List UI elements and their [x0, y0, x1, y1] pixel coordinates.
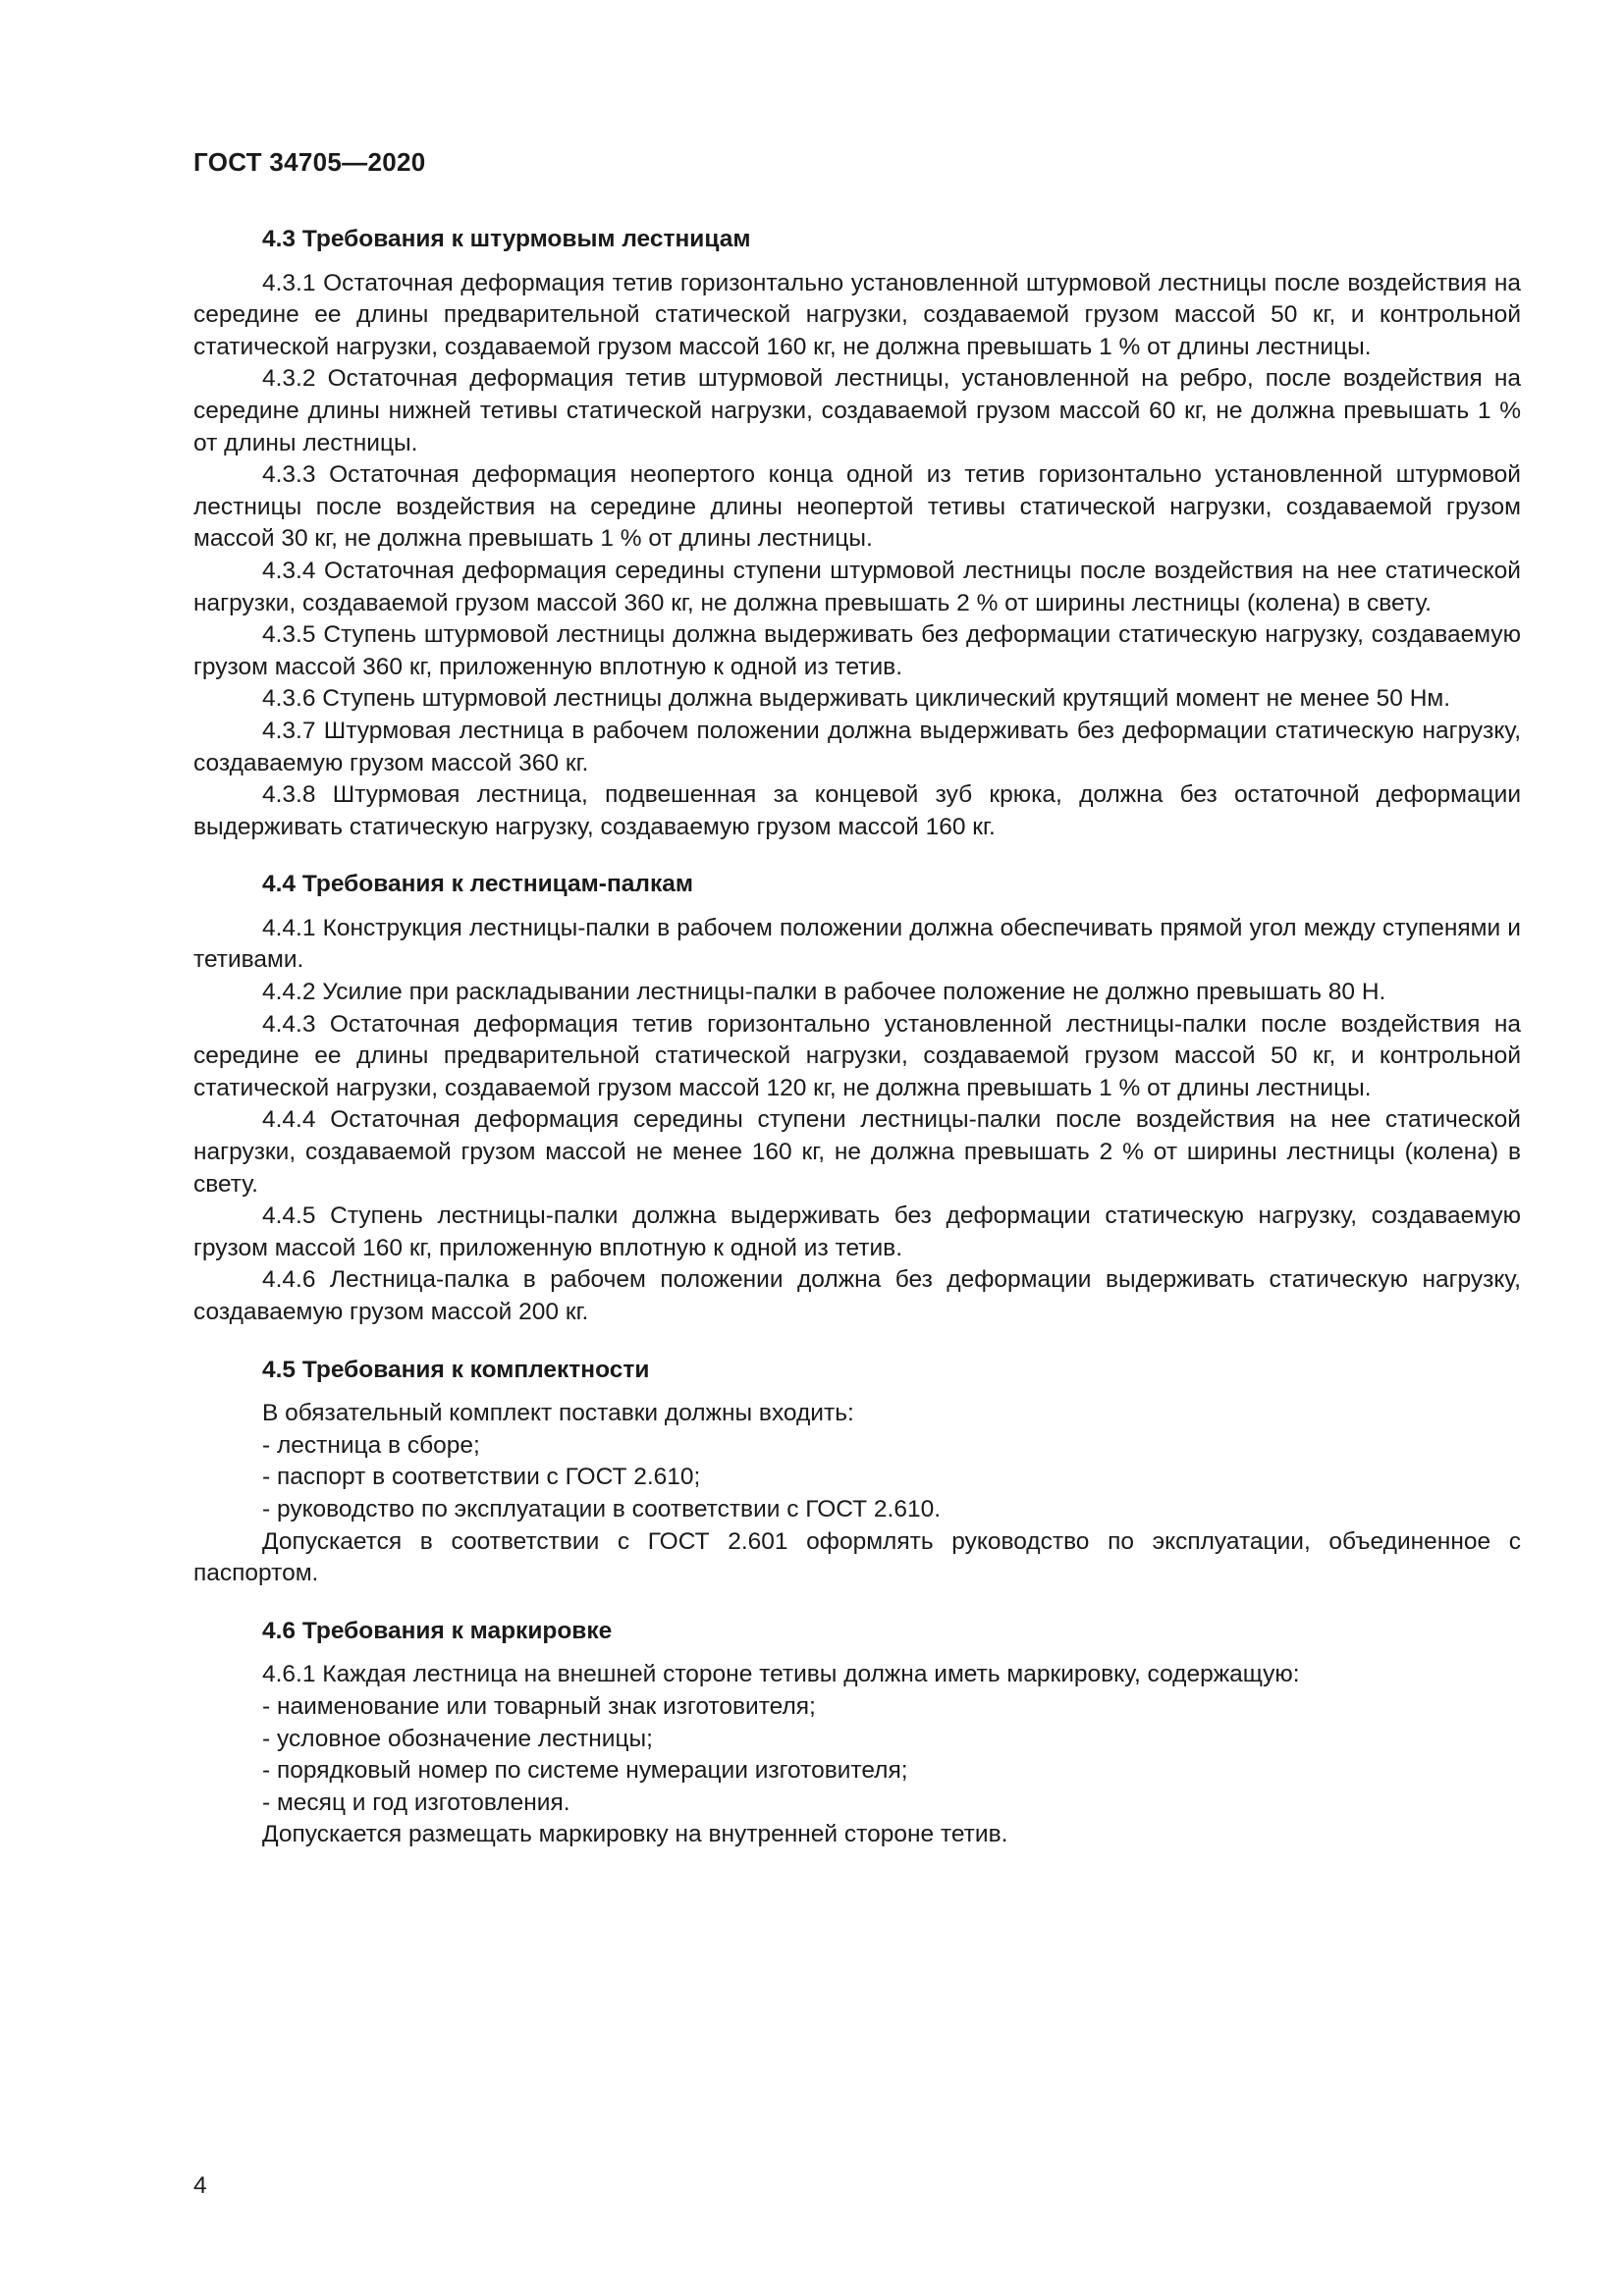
section-4-4	[193, 869, 1521, 1328]
list-item: - условное обозначение лестницы;	[262, 1725, 653, 1752]
clause-4-4-6: 4.4.6 Лестница-палка в рабочем положении должна без деформации выдерживать статическую нагрузку, создаваемую грузом массой 200 кг.	[193, 1266, 1521, 1325]
clause-4-3-6: 4.3.6 Ступень штурмовой лестницы должна выдерживать циклический крутящий момент не менее 50 Нм.	[262, 685, 1451, 713]
section-heading: 4.6 Требования к маркировке	[262, 1617, 613, 1644]
clause-4-3-4: 4.3.4 Остаточная деформация середины ступени штурмовой лестницы после воздействия на нее статической нагрузки, создаваемой грузом массой 360 кг, не должна превышать 2 % от ширины лестницы (колена) в свету.	[193, 557, 1521, 616]
section-heading: 4.3 Требования к штурмовым лестницам	[262, 226, 751, 252]
clause-4-3-5: 4.3.5 Ступень штурмовой лестницы должна выдерживать без деформации статическую нагрузку, создаваемую грузом массой 360 кг, приложенную вплотную к одной из тетив.	[193, 621, 1521, 680]
clause-4-3-8: 4.3.8 Штурмовая лестница, подвешенная за концевой зуб крюка, должна без остаточной деформации выдерживать статическую нагрузку, создаваемую грузом массой 160 кг.	[193, 781, 1521, 840]
clause-4-4-5: 4.4.5 Ступень лестницы-палки должна выдерживать без деформации статическую нагрузку, создаваемую грузом массой 160 кг, приложенную вплотную к одной из тетив.	[193, 1202, 1521, 1261]
clause-4-3-2: 4.3.2 Остаточная деформация тетив штурмовой лестницы, установленной на ребро, после воздействия на середине длины нижней тетивы статической нагрузки, создаваемой грузом массой 60 кг, не должна превышать 1 % от длины лестницы.	[193, 365, 1521, 456]
list-item: - порядковый номер по системе нумерации изготовителя;	[262, 1757, 908, 1785]
clause-4-4-1: 4.4.1 Конструкция лестницы-палки в рабочем положении должна обеспечивать прямой угол между ступенями и тетивами.	[193, 914, 1521, 974]
page-number: 4	[193, 2172, 207, 2199]
document-code-header: ГОСТ 34705—2020	[193, 147, 426, 177]
allowance-paragraph: Допускается в соответствии с ГОСТ 2.601 оформлять руководство по эксплуатации, объединенное с паспортом.	[193, 1527, 1521, 1587]
clause-4-3-3: 4.3.3 Остаточная деформация неопертого конца одной из тетив горизонтально установленной штурмовой лестницы после воздействия на середине длины неопертой тетивы статической нагрузки, создаваемой грузом массой 30 кг, не должна превышать 1 % от длины лестницы.	[193, 461, 1521, 553]
list-item: - месяц и год изготовления.	[262, 1789, 570, 1816]
clause-4-6-1: 4.6.1 Каждая лестница на внешней стороне тетивы должна иметь маркировку, содержащую:	[262, 1661, 1300, 1688]
document-body	[193, 224, 1521, 1877]
section-heading: 4.4 Требования к лестницам-палкам	[262, 871, 693, 898]
clause-4-3-7: 4.3.7 Штурмовая лестница в рабочем положении должна выдерживать без деформации статическую нагрузку, создаваемую грузом массой 360 кг.	[193, 717, 1521, 776]
section-4-6	[193, 1616, 1521, 1851]
section-4-5	[193, 1355, 1521, 1590]
section-4-3	[193, 224, 1521, 843]
clause-4-3-1: 4.3.1 Остаточная деформация тетив горизонтально установленной штурмовой лестницы после воздействия на середине ее длины предварительной статической нагрузки, создаваемой грузом массой 50 кг, и контрольной статической нагрузки, создаваемой грузом массой 160 кг, не должна превышать 1 % от длины лестницы.	[193, 269, 1521, 360]
list-item: - руководство по эксплуатации в соответствии с ГОСТ 2.610.	[262, 1495, 942, 1522]
allowance-paragraph: Допускается размещать маркировку на внутренней стороне тетив.	[262, 1821, 1008, 1848]
list-intro: В обязательный комплект поставки должны входить:	[262, 1400, 854, 1427]
list-item: - наименование или товарный знак изготовителя;	[262, 1692, 816, 1720]
clause-4-4-3: 4.4.3 Остаточная деформация тетив горизонтально установленной лестницы-палки после воздействия на середине ее длины предварительной статической нагрузки, создаваемой грузом массой 50 кг, и контрольной статической нагрузки, создаваемой грузом массой 120 кг, не должна превышать 1 % от длины лестницы.	[193, 1010, 1521, 1101]
list-item: - лестница в сборе;	[262, 1431, 480, 1459]
clause-4-4-2: 4.4.2 Усилие при раскладывании лестницы-палки в рабочее положение не должно превышать 80 Н.	[262, 979, 1386, 1006]
clause-4-4-4: 4.4.4 Остаточная деформация середины ступени лестницы-палки после воздействия на нее статической нагрузки, создаваемой грузом массой не менее 160 кг, не должна превышать 2 % от ширины лестницы (колена) в свету.	[193, 1106, 1521, 1198]
section-heading: 4.5 Требования к комплектности	[262, 1356, 650, 1383]
list-item: - паспорт в соответствии с ГОСТ 2.610;	[262, 1464, 701, 1491]
